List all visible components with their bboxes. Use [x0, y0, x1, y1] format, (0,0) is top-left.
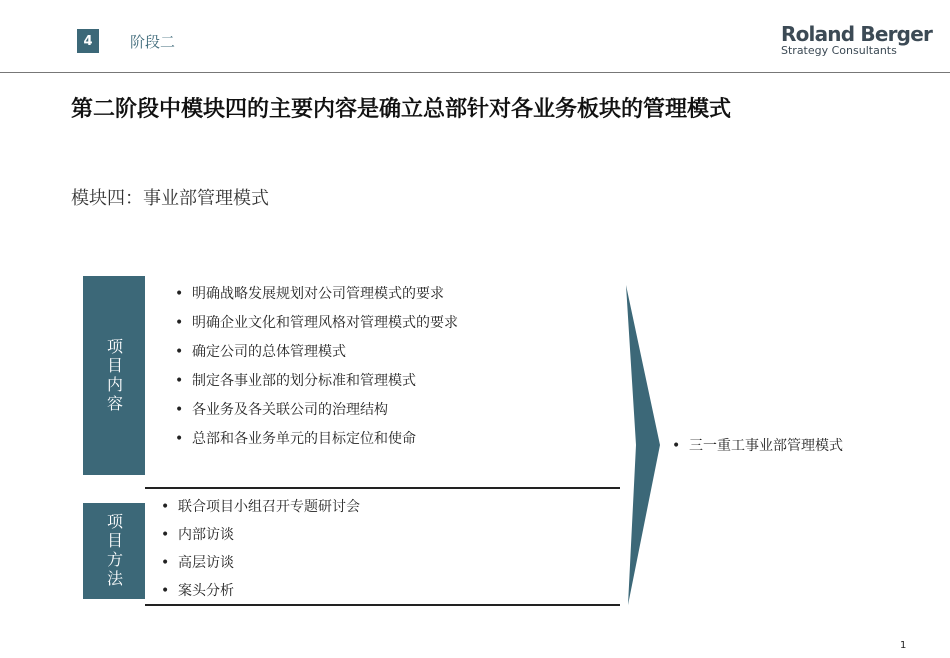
content-list-item: • 确定公司的总体管理模式 — [175, 341, 458, 370]
content-list-item: • 各业务及各关联公司的治理结构 — [175, 399, 458, 428]
content-list-item: • 明确企业文化和管理风格对管理模式的要求 — [175, 312, 458, 341]
method-list-item: • 联合项目小组召开专题研讨会 — [161, 496, 360, 524]
method-list-item: • 案头分析 — [161, 580, 360, 608]
content-section-underline — [145, 487, 620, 489]
company-logo-name: Roland Berger — [781, 22, 933, 46]
result-list — [672, 436, 843, 456]
page-number-badge: 4 — [77, 29, 99, 53]
page-subtitle: 模块四：事业部管理模式 — [71, 188, 269, 209]
content-list-item: • 制定各事业部的划分标准和管理模式 — [175, 370, 458, 399]
content-list — [175, 283, 458, 457]
section-label: 阶段二 — [130, 33, 176, 51]
result-list-item: • 三一重工事业部管理模式 — [672, 436, 843, 456]
header-divider — [0, 72, 950, 73]
content-section-label-box — [83, 276, 145, 475]
content-section-label: 项目内容 — [104, 337, 124, 414]
method-section-underline — [145, 604, 620, 606]
method-section-label-box — [83, 503, 145, 599]
chevron-arrow-icon — [620, 285, 664, 607]
company-logo-tagline: Strategy Consultants — [781, 44, 897, 57]
method-list-item: • 高层访谈 — [161, 552, 360, 580]
method-list — [161, 496, 360, 608]
content-list-item: • 总部和各业务单元的目标定位和使命 — [175, 428, 458, 457]
method-section-label: 项目方法 — [104, 513, 124, 589]
method-list-item: • 内部访谈 — [161, 524, 360, 552]
page-title: 第二阶段中模块四的主要内容是确立总部针对各业务板块的管理模式 — [71, 96, 732, 122]
footer-page-number: 1 — [900, 640, 907, 651]
content-list-item: • 明确战略发展规划对公司管理模式的要求 — [175, 283, 458, 312]
